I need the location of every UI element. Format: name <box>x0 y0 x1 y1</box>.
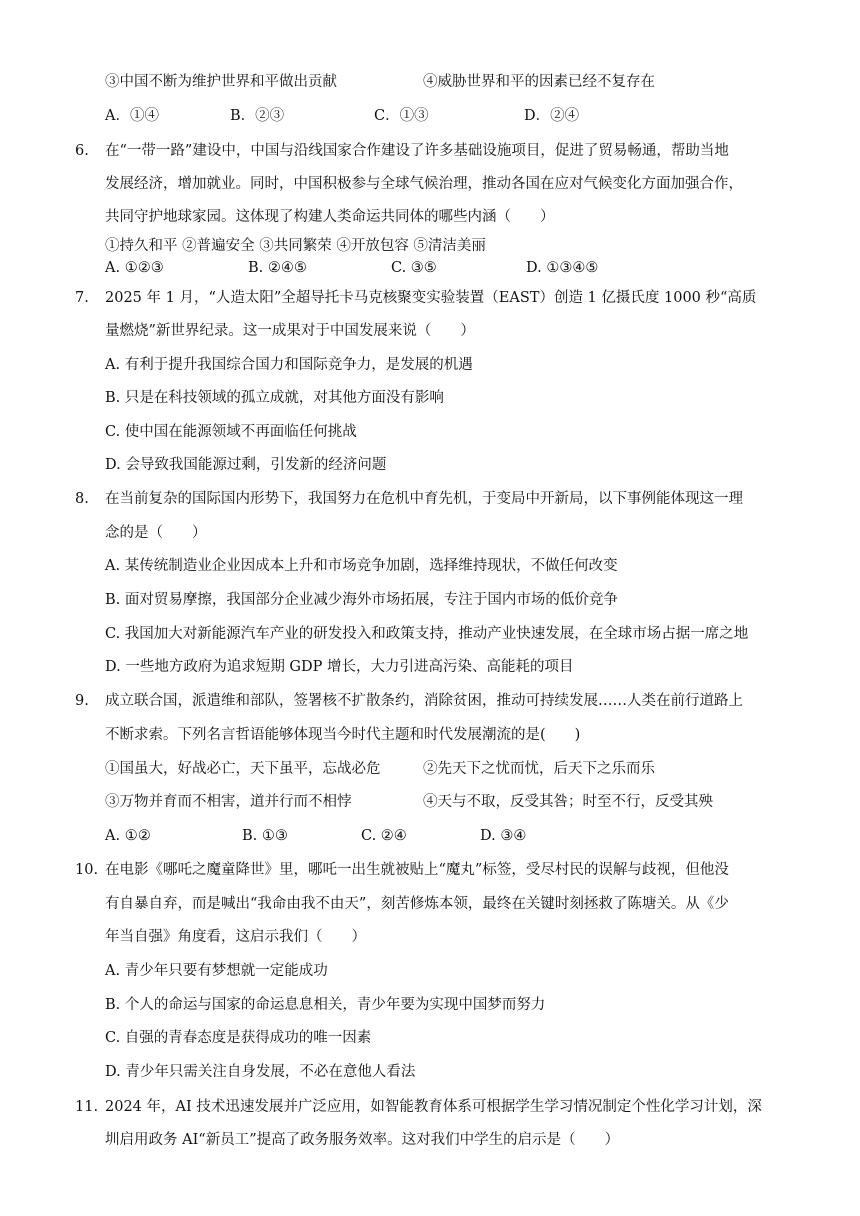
q10-choice-a: A. 青少年只要有梦想就一定能成功 <box>105 963 328 979</box>
q11-stem-line: 2024 年，AI 技术迅速发展并广泛应用，如智能教育体系可根据学生学习情况制定个性化学习计划，深 <box>105 1099 762 1115</box>
q7-choice-d: D. 会导致我国能源过剩，引发新的经济问题 <box>105 457 387 473</box>
q7-choice-b: B. 只是在科技领域的孤立成就，对其他方面没有影响 <box>105 390 444 406</box>
q10-choice-d: D. 青少年只需关注自身发展，不必在意他人看法 <box>105 1064 416 1080</box>
q9-option-4: ④天与不取，反受其咎；时至不行，反受其殃 <box>423 794 713 810</box>
q5-option-4: ④威胁世界和平的因素已经不复存在 <box>423 74 655 90</box>
q11-number: 11. <box>75 1099 99 1115</box>
q9-number: 9. <box>75 693 89 709</box>
q5-choice-d: D．②④ <box>524 108 580 124</box>
q6-choice-b: B. ②④⑤ <box>248 260 307 276</box>
q8-choice-a: A. 某传统制造业企业因成本上升和市场竞争加剧，选择维持现状，不做任何改变 <box>105 558 618 574</box>
q11-stem-line: 圳启用政务 AI“新员工”提高了政务服务效率。这对我们中学生的启示是（ ） <box>105 1132 620 1148</box>
q5-choice-c: C．①③ <box>374 108 429 124</box>
q5-option-3: ③中国不断为维护世界和平做出贡献 <box>105 74 337 90</box>
q10-stem-line: 在电影《哪吒之魔童降世》里，哪吒一出生就被贴上“魔丸”标签，受尽村民的误解与歧视，但他没 <box>105 862 729 878</box>
q8-number: 8. <box>75 491 89 507</box>
q6-stem-line: 在“一带一路”建设中，中国与沿线国家合作建设了许多基础设施项目，促进了贸易畅通，帮助当地 <box>105 143 729 159</box>
q7-stem-line: 2025 年 1 月，“人造太阳”全超导托卡马克核聚变实验装置（EAST）创造 1 亿摄氏度 1000 秒“高质 <box>105 290 757 306</box>
q6-choice-d: D. ①③④⑤ <box>526 260 599 276</box>
q8-choice-d: D. 一些地方政府为追求短期 GDP 增长，大力引进高污染、高能耗的项目 <box>105 659 574 675</box>
q6-items: ①持久和平 ②普遍安全 ③共同繁荣 ④开放包容 ⑤清洁美丽 <box>105 238 486 254</box>
q9-choice-d: D. ③④ <box>480 828 527 844</box>
q7-choice-c: C. 使中国在能源领域不再面临任何挑战 <box>105 424 357 440</box>
q6-stem-line: 共同守护地球家园。这体现了构建人类命运共同体的哪些内涵（ ） <box>105 209 555 225</box>
q5-choice-b: B．②③ <box>230 108 285 124</box>
q8-stem-line: 念的是（ ） <box>105 525 207 541</box>
q9-choice-a: A. ①② <box>105 828 151 844</box>
q8-choice-c: C. 我国加大对新能源汽车产业的研发投入和政策支持，推动产业快速发展，在全球市场占据一席之地 <box>105 626 749 642</box>
q7-choice-a: A. 有利于提升我国综合国力和国际竞争力，是发展的机遇 <box>105 357 473 373</box>
q9-stem-line: 不断求索。下列名言哲语能够体现当今时代主题和时代发展潮流的是( ) <box>105 727 581 743</box>
q10-stem-line: 有自暴自弃，而是喊出“我命由我不由天”，刻苦修炼本领，最终在关键时刻拯救了陈塘关。从《少 <box>105 896 729 912</box>
q9-option-1: ①国虽大，好战必亡，天下虽平，忘战必危 <box>105 761 381 777</box>
q8-choice-b: B. 面对贸易摩擦，我国部分企业减少海外市场拓展，专注于国内市场的低价竞争 <box>105 592 618 608</box>
q6-number: 6. <box>75 143 89 159</box>
q10-choice-c: C. 自强的青春态度是获得成功的唯一因素 <box>105 1030 372 1046</box>
q9-stem-line: 成立联合国，派遣维和部队，签署核不扩散条约，消除贫困，推动可持续发展……人类在前行道路上 <box>105 693 743 709</box>
q6-choice-a: A. ①②③ <box>105 260 164 276</box>
q8-stem-line: 在当前复杂的国际国内形势下，我国努力在危机中育先机，于变局中开新局，以下事例能体现这一理 <box>105 491 743 507</box>
q9-option-2: ②先天下之忧而忧，后天下之乐而乐 <box>423 761 655 777</box>
q9-option-3: ③万物并育而不相害，道并行而不相悖 <box>105 794 352 810</box>
q9-choice-c: C. ②④ <box>361 828 407 844</box>
q9-choice-b: B. ①③ <box>242 828 288 844</box>
q7-number: 7. <box>75 290 89 306</box>
q10-choice-b: B. 个人的命运与国家的命运息息相关，青少年要为实现中国梦而努力 <box>105 997 546 1013</box>
q10-number: 10. <box>75 862 99 878</box>
q6-choice-c: C. ③⑤ <box>391 260 437 276</box>
q5-choice-a: A．①④ <box>105 108 159 124</box>
q7-stem-line: 量燃烧”新世界纪录。这一成果对于中国发展来说（ ） <box>105 323 475 339</box>
q10-stem-line: 年当自强》角度看，这启示我们（ ） <box>105 929 366 945</box>
q6-stem-line: 发展经济，增加就业。同时，中国积极参与全球气候治理，推动各国在应对气候变化方面加强合作， <box>105 176 743 192</box>
